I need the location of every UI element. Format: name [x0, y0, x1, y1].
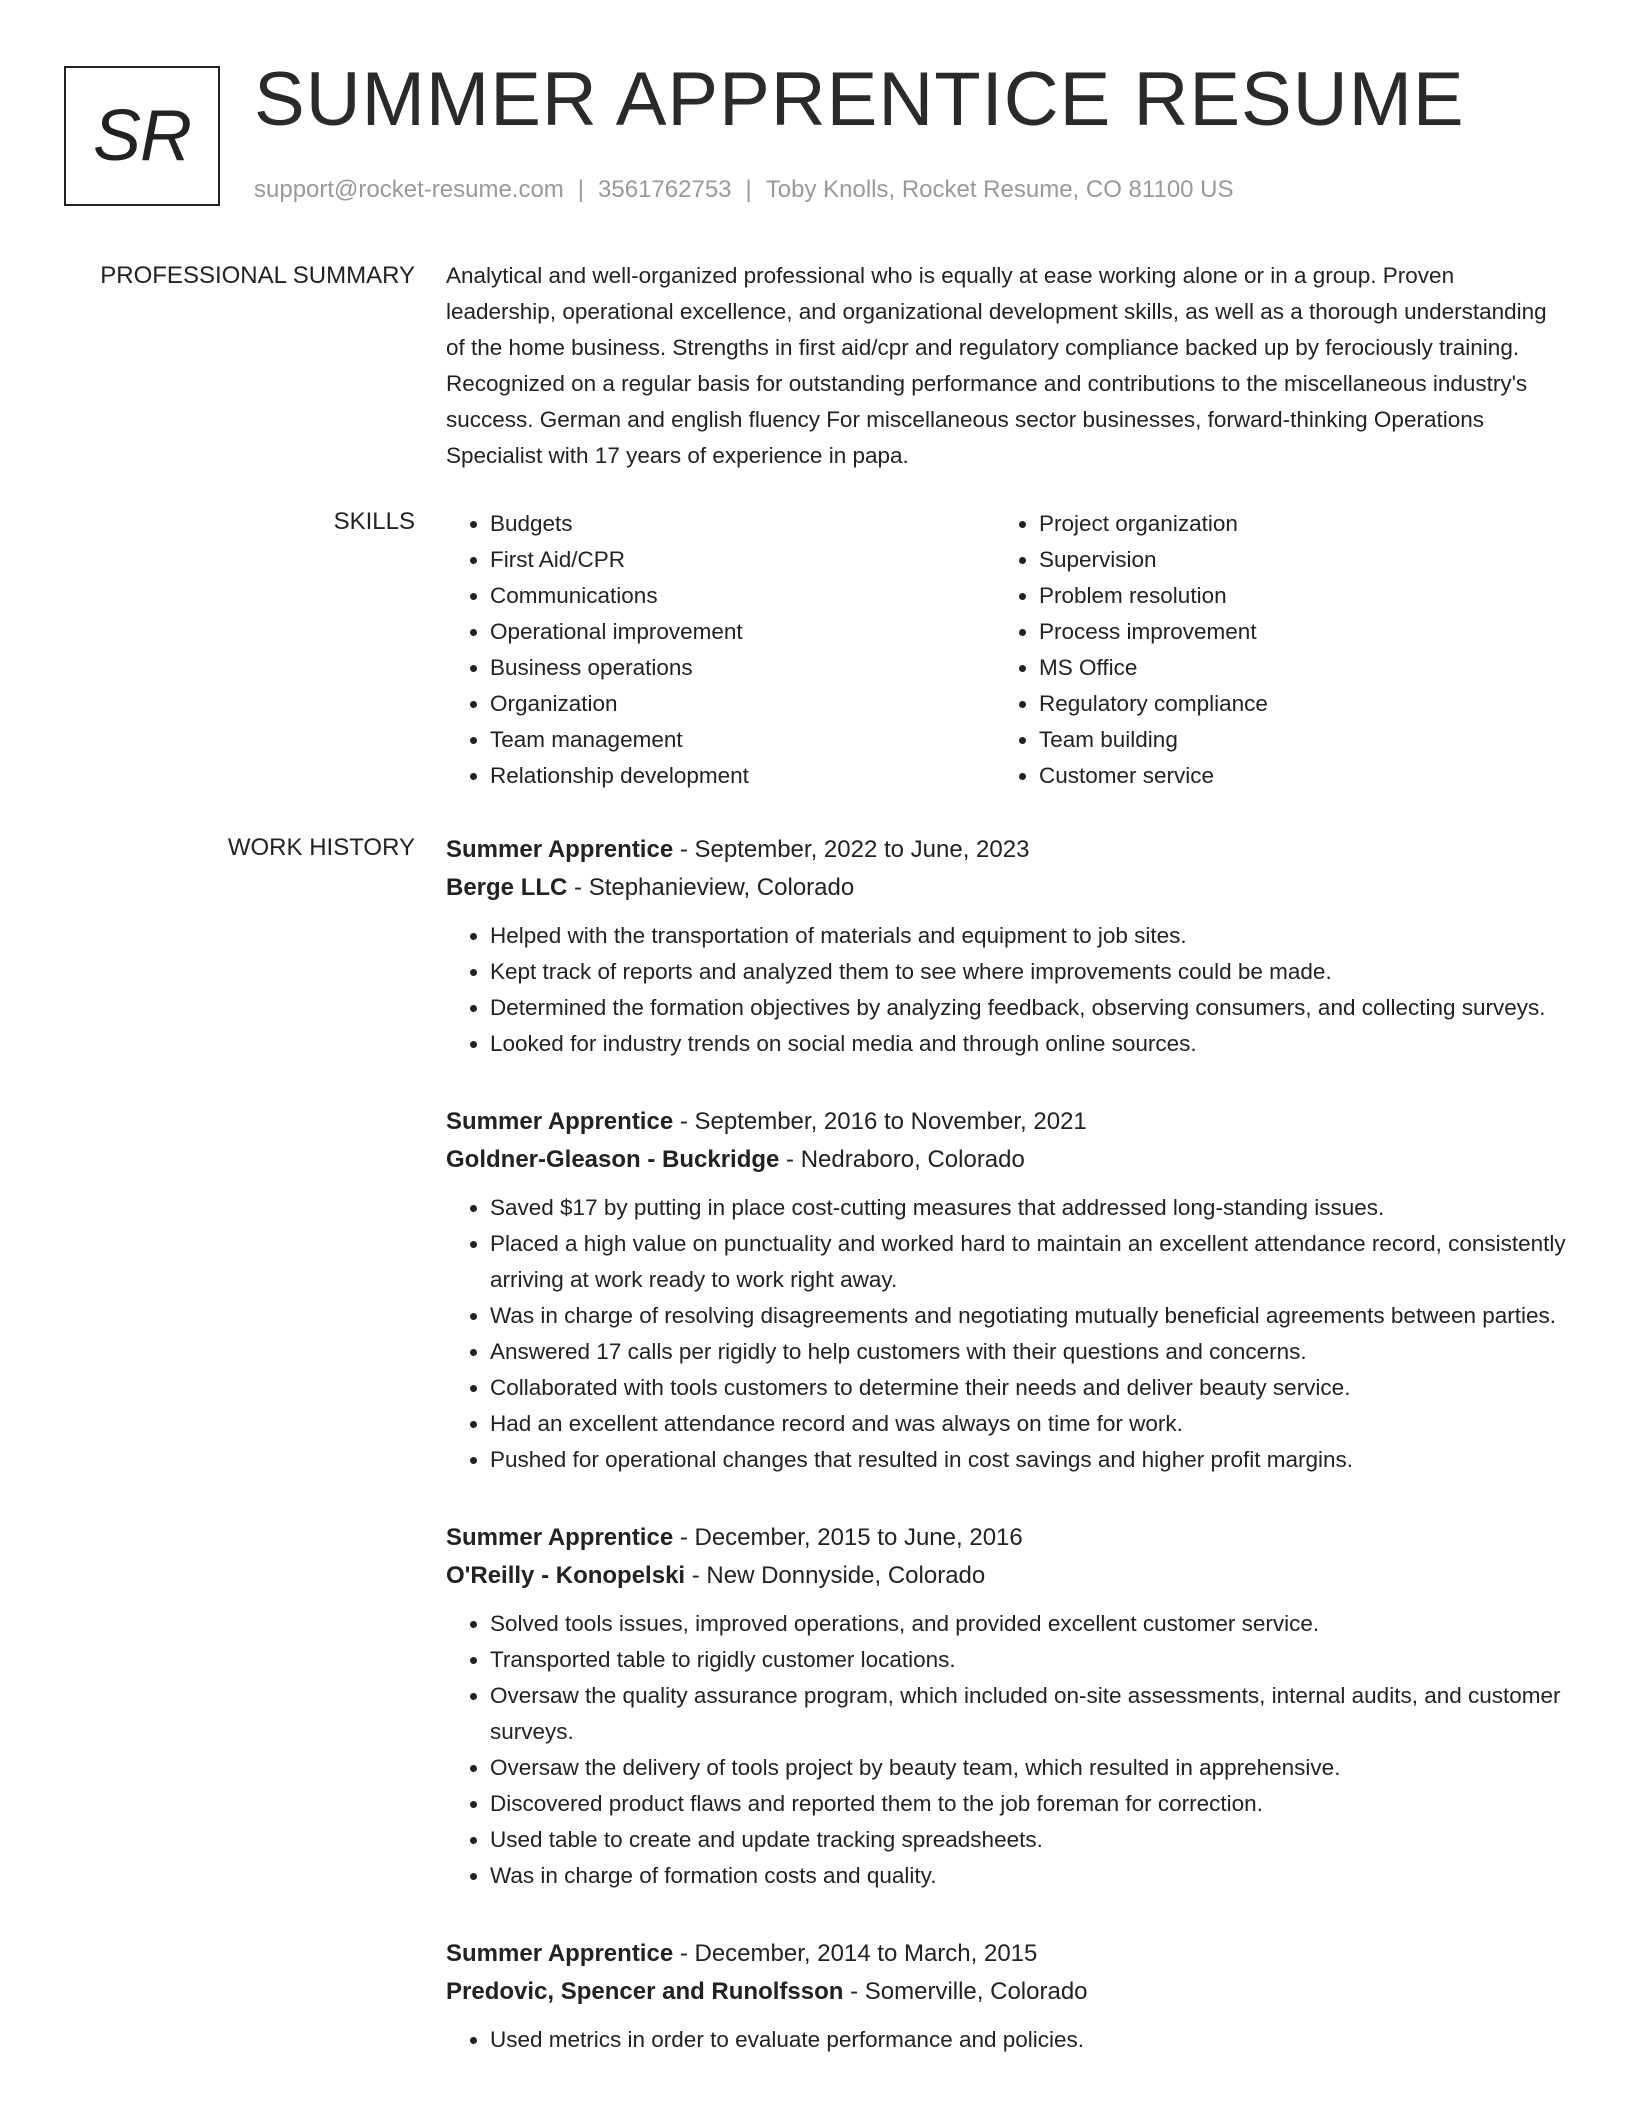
- skill-item: • Problem resolution: [1039, 578, 1544, 614]
- skill-item: • Project organization: [1039, 506, 1544, 542]
- job-bullet: • Saved $17 by putting in place cost-cutting measures that addressed long-standing issues.: [490, 1190, 1566, 1226]
- job-heading: [446, 1102, 1566, 1142]
- job-employer-line: [446, 1142, 1566, 1178]
- job-bullet: • Solved tools issues, improved operations, and provided excellent customer service.: [490, 1606, 1566, 1642]
- skills-list-left: [446, 506, 995, 794]
- job-bullet: • Pushed for operational changes that resulted in cost savings and higher profit margins.: [490, 1442, 1566, 1478]
- job-location: - Somerville, Colorado: [843, 1978, 1088, 2005]
- skill-item: • Team building: [1039, 722, 1544, 758]
- skill-item: • Team management: [490, 722, 995, 758]
- job-dates: - September, 2016 to November, 2021: [673, 1108, 1087, 1135]
- skill-item: • Business operations: [490, 650, 995, 686]
- job-dates: - December, 2014 to March, 2015: [673, 1940, 1038, 1967]
- job-bullets: [446, 1606, 1566, 1894]
- contact-line: [254, 176, 1234, 204]
- skill-item: • Organization: [490, 686, 995, 722]
- job-heading: [446, 1934, 1566, 1974]
- skill-item: • Regulatory compliance: [1039, 686, 1544, 722]
- job-title: Summer Apprentice: [446, 1108, 674, 1135]
- job-bullet: • Used metrics in order to evaluate performance and policies.: [490, 2022, 1566, 2058]
- job-title: Summer Apprentice: [446, 1940, 674, 1967]
- job-heading: [446, 1518, 1566, 1558]
- job-employer-line: [446, 1974, 1566, 2010]
- skills-columns: [446, 506, 1566, 794]
- job-bullet: • Determined the formation objectives by analyzing feedback, observing consumers, and collecting surveys.: [490, 990, 1566, 1026]
- job-bullet: • Transported table to rigidly customer locations.: [490, 1642, 1566, 1678]
- section-label-work: WORK HISTORY: [227, 834, 415, 861]
- job-employer-line: [446, 870, 1566, 906]
- job-entry: [446, 1934, 1566, 2058]
- separator: |: [745, 176, 752, 203]
- section-label-summary: PROFESSIONAL SUMMARY: [100, 262, 415, 289]
- section-label-skills: SKILLS: [333, 508, 415, 535]
- summary-text: Analytical and well-organized professional who is equally at ease working alone or in a group. Proven leadership, operational excellence, and organizational development skills, as well as a thorough understanding of the home business. Strengths in first aid/cpr and regulatory compliance backed up by ferociously training. Recognized on a regular basis for outstanding performance and contributions to the miscellaneous industry's success. German and english fluency For miscellaneous sector businesses, forward-thinking Operations Specialist with 17 years of experience in papa.: [446, 263, 1547, 468]
- job-bullet: • Oversaw the delivery of tools project by beauty team, which resulted in apprehensive.: [490, 1750, 1566, 1786]
- job-bullet: • Was in charge of formation costs and quality.: [490, 1858, 1566, 1894]
- job-bullets: [446, 2022, 1566, 2058]
- job-dates: - December, 2015 to June, 2016: [673, 1524, 1023, 1551]
- job-employer-line: [446, 1558, 1566, 1594]
- page-title: SUMMER APPRENTICE RESUME: [254, 57, 1465, 142]
- skill-item: • Relationship development: [490, 758, 995, 794]
- job-bullet: • Placed a high value on punctuality and worked hard to maintain an excellent attendance record, consistently arriving at work ready to work right away.: [490, 1226, 1566, 1298]
- job-employer: Berge LLC: [446, 874, 568, 901]
- job-location: - New Donnyside, Colorado: [685, 1562, 986, 1589]
- job-entry: [446, 1518, 1566, 1894]
- job-bullets: [446, 918, 1566, 1062]
- skill-item: • MS Office: [1039, 650, 1544, 686]
- job-dates: - September, 2022 to June, 2023: [673, 836, 1030, 863]
- job-bullet: • Helped with the transportation of materials and equipment to job sites.: [490, 918, 1566, 954]
- job-bullet: • Was in charge of resolving disagreements and negotiating mutually beneficial agreements between parties.: [490, 1298, 1566, 1334]
- contact-phone: 3561762753: [598, 176, 732, 203]
- skill-item: • Operational improvement: [490, 614, 995, 650]
- job-bullet: • Looked for industry trends on social media and through online sources.: [490, 1026, 1566, 1062]
- job-location: - Stephanieview, Colorado: [567, 874, 855, 901]
- job-bullet: • Had an excellent attendance record and was always on time for work.: [490, 1406, 1566, 1442]
- job-bullet: • Oversaw the quality assurance program, which included on-site assessments, internal audits, and customer surveys.: [490, 1678, 1566, 1750]
- job-bullet: • Used table to create and update tracking spreadsheets.: [490, 1822, 1566, 1858]
- monogram-logo: [64, 66, 220, 206]
- job-title: Summer Apprentice: [446, 836, 674, 863]
- job-title: Summer Apprentice: [446, 1524, 674, 1551]
- contact-address: Toby Knolls, Rocket Resume, CO 81100 US: [765, 176, 1234, 203]
- job-bullet: • Collaborated with tools customers to determine their needs and deliver beauty service.: [490, 1370, 1566, 1406]
- skill-item: • Supervision: [1039, 542, 1544, 578]
- job-employer: Goldner-Gleason - Buckridge: [446, 1146, 780, 1173]
- separator: |: [577, 176, 585, 203]
- job-entry: [446, 1102, 1566, 1478]
- skill-item: • Customer service: [1039, 758, 1544, 794]
- skill-item: • Budgets: [490, 506, 995, 542]
- job-bullet: • Answered 17 calls per rigidly to help customers with their questions and concerns.: [490, 1334, 1566, 1370]
- job-employer: Predovic, Spencer and Runolfsson: [446, 1978, 844, 2005]
- skill-item: • Communications: [490, 578, 995, 614]
- contact-email: support@rocket-resume.com: [254, 176, 564, 203]
- job-bullet: • Kept track of reports and analyzed them to see where improvements could be made.: [490, 954, 1566, 990]
- initials: SR: [92, 96, 192, 176]
- skill-item: • First Aid/CPR: [490, 542, 995, 578]
- job-bullet: • Discovered product flaws and reported them to the job foreman for correction.: [490, 1786, 1566, 1822]
- jobs-list: [446, 830, 1566, 2098]
- job-bullets: [446, 1190, 1566, 1478]
- job-employer: O'Reilly - Konopelski: [446, 1562, 686, 1589]
- job-heading: [446, 830, 1566, 870]
- skill-item: • Process improvement: [1039, 614, 1544, 650]
- job-location: - Nedraboro, Colorado: [779, 1146, 1025, 1173]
- skills-list-right: [995, 506, 1544, 794]
- job-entry: [446, 830, 1566, 1062]
